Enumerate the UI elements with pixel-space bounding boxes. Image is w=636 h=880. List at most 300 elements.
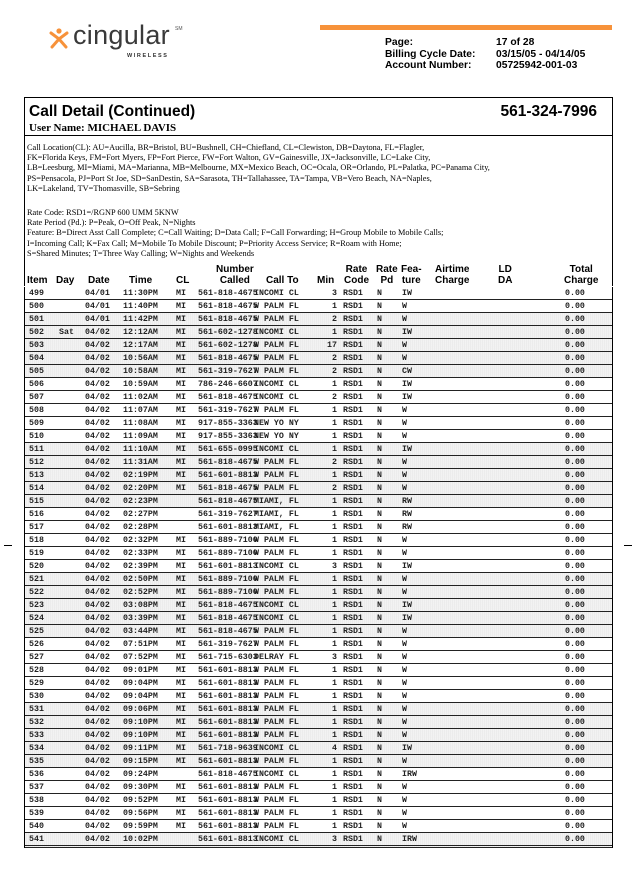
rate-code-cell: RSD1 [343, 744, 363, 753]
feature-cell: IRW [402, 770, 417, 779]
call-to-cell: W PALM FL [254, 627, 299, 636]
time-cell: 10:58AM [123, 367, 158, 376]
account-number-label: Account Number: [385, 60, 472, 71]
date-cell: 04/02 [85, 328, 110, 337]
call-location-cell: MI [176, 679, 186, 688]
item-cell: 535 [29, 757, 44, 766]
call-to-cell: INCOMI CL [254, 289, 299, 298]
call-location-cell: MI [176, 471, 186, 480]
col-airtime-charge [435, 264, 469, 286]
feature-cell: W [402, 692, 407, 701]
call-location-cell: MI [176, 731, 186, 740]
number-called-cell: 561-818-4675 [198, 315, 258, 324]
time-cell: 11:30PM [123, 289, 158, 298]
number-called-cell: 561-818-4675 [198, 497, 258, 506]
total-charge-cell: 0.00 [565, 393, 585, 402]
feature-cell: W [402, 627, 407, 636]
call-location-cell: MI [176, 653, 186, 662]
minutes-cell: 2 [332, 354, 337, 363]
phone-number: 561-324-7996 [500, 103, 597, 120]
call-to-cell: W PALM FL [254, 796, 299, 805]
table-row [25, 391, 612, 404]
item-cell: 523 [29, 601, 44, 610]
call-location-cell: MI [176, 614, 186, 623]
rate-code-cell: RSD1 [343, 341, 363, 350]
table-row [25, 781, 612, 794]
time-cell: 09:30PM [123, 783, 158, 792]
call-to-cell: W PALM FL [254, 783, 299, 792]
item-cell: 520 [29, 562, 44, 571]
rate-code-cell: RSD1 [343, 575, 363, 584]
item-cell: 517 [29, 523, 44, 532]
date-cell: 04/02 [85, 692, 110, 701]
rate-code-cell: RSD1 [343, 445, 363, 454]
call-to-cell: W PALM FL [254, 731, 299, 740]
feature-cell: W [402, 471, 407, 480]
time-cell: 02:52PM [123, 588, 158, 597]
total-charge-cell: 0.00 [565, 822, 585, 831]
time-cell: 03:08PM [123, 601, 158, 610]
time-cell: 02:32PM [123, 536, 158, 545]
feature-cell: W [402, 458, 407, 467]
call-location-cell: MI [176, 484, 186, 493]
table-row [25, 404, 612, 417]
call-location-cell: MI [176, 458, 186, 467]
call-location-cell: MI [176, 289, 186, 298]
date-cell: 04/02 [85, 458, 110, 467]
number-called-cell: 561-889-7100 [198, 549, 258, 558]
rate-code-cell: RSD1 [343, 432, 363, 441]
minutes-cell: 2 [332, 484, 337, 493]
total-charge-cell: 0.00 [565, 679, 585, 688]
item-cell: 514 [29, 484, 44, 493]
call-to-cell: W PALM FL [254, 549, 299, 558]
minutes-cell: 1 [332, 640, 337, 649]
feature-cell: W [402, 705, 407, 714]
col-item: Item [27, 275, 48, 286]
number-called-cell: 561-601-8813 [198, 666, 258, 675]
date-cell: 04/02 [85, 783, 110, 792]
table-row [25, 807, 612, 820]
rate-code-cell: RSD1 [343, 692, 363, 701]
number-called-cell: 561-319-7627 [198, 367, 258, 376]
feature-cell: CW [402, 367, 412, 376]
call-to-cell: W PALM FL [254, 458, 299, 467]
call-to-cell: DELRAY FL [254, 653, 299, 662]
table-row [25, 664, 612, 677]
page-number-row [385, 37, 585, 49]
feature-cell: W [402, 796, 407, 805]
number-called-cell: 561-601-8813 [198, 692, 258, 701]
item-cell: 533 [29, 731, 44, 740]
date-cell: 04/02 [85, 731, 110, 740]
rate-period-cell: N [377, 549, 382, 558]
rate-code-cell: RSD1 [343, 549, 363, 558]
rate-code-cell: RSD1 [343, 562, 363, 571]
table-row [25, 430, 612, 443]
account-number-value: 05725942-001-03 [496, 60, 578, 71]
time-cell: 11:07AM [123, 406, 158, 415]
table-row [25, 625, 612, 638]
feature-cell: RW [402, 523, 412, 532]
total-charge-cell: 0.00 [565, 289, 585, 298]
rate-code-cell: RSD1 [343, 380, 363, 389]
date-cell: 04/02 [85, 523, 110, 532]
col-number-called-line2: Called [219, 275, 250, 286]
feature-cell: W [402, 822, 407, 831]
minutes-cell: 1 [332, 419, 337, 428]
codes-legend [25, 208, 443, 259]
feature-cell: W [402, 341, 407, 350]
feature-cell: W [402, 575, 407, 584]
rate-period-cell: N [377, 835, 382, 844]
call-to-cell: W PALM FL [254, 718, 299, 727]
date-cell: 04/02 [85, 809, 110, 818]
time-cell: 11:02AM [123, 393, 158, 402]
call-location-cell: MI [176, 809, 186, 818]
item-cell: 538 [29, 796, 44, 805]
date-cell: 04/02 [85, 614, 110, 623]
total-charge-cell: 0.00 [565, 536, 585, 545]
number-called-cell: 561-601-8813 [198, 809, 258, 818]
minutes-cell: 1 [332, 809, 337, 818]
call-location-cell: MI [176, 328, 186, 337]
total-charge-cell: 0.00 [565, 601, 585, 610]
rate-period-cell: N [377, 289, 382, 298]
total-charge-cell: 0.00 [565, 419, 585, 428]
time-cell: 02:23PM [123, 497, 158, 506]
number-called-cell: 917-855-3363 [198, 419, 258, 428]
call-to-cell: W PALM FL [254, 406, 299, 415]
item-cell: 515 [29, 497, 44, 506]
call-to-cell: W PALM FL [254, 471, 299, 480]
table-row [25, 638, 612, 651]
total-charge-cell: 0.00 [565, 302, 585, 311]
col-feature-line2: ture [401, 275, 421, 286]
total-charge-cell: 0.00 [565, 549, 585, 558]
item-cell: 513 [29, 471, 44, 480]
call-to-cell: W PALM FL [254, 640, 299, 649]
fold-mark-right [624, 545, 632, 546]
total-charge-cell: 0.00 [565, 783, 585, 792]
col-date: Date [88, 275, 110, 286]
total-charge-cell: 0.00 [565, 497, 585, 506]
number-called-cell: 561-889-7100 [198, 588, 258, 597]
table-row [25, 352, 612, 365]
minutes-cell: 1 [332, 627, 337, 636]
col-time: Time [129, 275, 153, 286]
legend-line: Rate Code: RSD1=/RGNP 600 UMM 5KNW [27, 208, 179, 217]
date-cell: 04/01 [85, 289, 110, 298]
minutes-cell: 1 [332, 510, 337, 519]
date-cell: 04/01 [85, 302, 110, 311]
item-cell: 541 [29, 835, 44, 844]
rate-period-cell: N [377, 627, 382, 636]
feature-cell: W [402, 731, 407, 740]
total-charge-cell: 0.00 [565, 666, 585, 675]
page-title: Call Detail (Continued) [29, 103, 196, 120]
feature-cell: IW [402, 289, 412, 298]
minutes-cell: 1 [332, 588, 337, 597]
rate-period-cell: N [377, 705, 382, 714]
call-location-cell: MI [176, 354, 186, 363]
feature-cell: W [402, 757, 407, 766]
number-called-cell: 561-889-7100 [198, 575, 258, 584]
billing-cycle-row [385, 49, 585, 61]
time-cell: 09:04PM [123, 679, 158, 688]
rate-period-cell: N [377, 614, 382, 623]
table-row [25, 794, 612, 807]
date-cell: 04/02 [85, 796, 110, 805]
minutes-cell: 1 [332, 692, 337, 701]
billing-cycle-label: Billing Cycle Date: [385, 48, 476, 60]
rate-period-cell: N [377, 315, 382, 324]
number-called-cell: 561-818-4675 [198, 289, 258, 298]
minutes-cell: 1 [332, 796, 337, 805]
minutes-cell: 3 [332, 835, 337, 844]
total-charge-cell: 0.00 [565, 653, 585, 662]
item-cell: 531 [29, 705, 44, 714]
call-location-cell: MI [176, 393, 186, 402]
rate-period-cell: N [377, 536, 382, 545]
total-charge-cell: 0.00 [565, 484, 585, 493]
table-row [25, 729, 612, 742]
rate-period-cell: N [377, 510, 382, 519]
date-cell: 04/01 [85, 315, 110, 324]
col-ld-line1: LD [498, 264, 512, 275]
date-cell: 04/02 [85, 510, 110, 519]
total-charge-cell: 0.00 [565, 692, 585, 701]
date-cell: 04/02 [85, 536, 110, 545]
number-called-cell: 561-602-1278 [198, 328, 258, 337]
call-location-cell: MI [176, 640, 186, 649]
item-cell: 519 [29, 549, 44, 558]
item-cell: 508 [29, 406, 44, 415]
rate-code-cell: RSD1 [343, 640, 363, 649]
col-number-called [216, 264, 254, 286]
minutes-cell: 1 [332, 406, 337, 415]
item-cell: 534 [29, 744, 44, 753]
item-cell: 507 [29, 393, 44, 402]
feature-cell: IW [402, 380, 412, 389]
call-to-cell: INCOMI CL [254, 601, 299, 610]
table-row [25, 651, 612, 664]
rate-code-cell: RSD1 [343, 302, 363, 311]
date-cell: 04/02 [85, 757, 110, 766]
page-label: Page: [385, 37, 414, 48]
number-called-cell: 561-601-8813 [198, 679, 258, 688]
col-min: Min [317, 275, 335, 286]
minutes-cell: 1 [332, 666, 337, 675]
rate-period-cell: N [377, 822, 382, 831]
feature-cell: W [402, 783, 407, 792]
call-to-cell: INCOMI CL [254, 393, 299, 402]
call-location-cell: MI [176, 796, 186, 805]
col-rate-pd-line1: Rate [376, 264, 398, 275]
brand-tagline: WIRELESS [127, 53, 169, 59]
rate-code-cell: RSD1 [343, 367, 363, 376]
call-location-cell: MI [176, 601, 186, 610]
date-cell: 04/02 [85, 484, 110, 493]
time-cell: 09:59PM [123, 822, 158, 831]
time-cell: 03:44PM [123, 627, 158, 636]
billing-cycle-value: 03/15/05 - 04/14/05 [496, 48, 586, 60]
number-called-cell: 561-319-7627 [198, 510, 258, 519]
number-called-cell: 561-715-6303 [198, 653, 258, 662]
rate-period-cell: N [377, 367, 382, 376]
number-called-cell: 561-601-8813 [198, 822, 258, 831]
feature-cell: W [402, 653, 407, 662]
col-number-called-line1: Number [216, 264, 254, 275]
table-row [25, 534, 612, 547]
rate-code-cell: RSD1 [343, 614, 363, 623]
rate-period-cell: N [377, 328, 382, 337]
call-location-cell: MI [176, 445, 186, 454]
table-row [25, 768, 612, 781]
date-cell: 04/02 [85, 406, 110, 415]
feature-cell: IW [402, 601, 412, 610]
total-charge-cell: 0.00 [565, 432, 585, 441]
table-row [25, 677, 612, 690]
total-charge-cell: 0.00 [565, 796, 585, 805]
date-cell: 04/02 [85, 835, 110, 844]
minutes-cell: 1 [332, 705, 337, 714]
date-cell: 04/02 [85, 419, 110, 428]
total-charge-cell: 0.00 [565, 315, 585, 324]
item-cell: 527 [29, 653, 44, 662]
table-row [25, 287, 612, 300]
table-row [25, 456, 612, 469]
number-called-cell: 561-818-4675 [198, 458, 258, 467]
item-cell: 521 [29, 575, 44, 584]
call-location-legend [25, 143, 490, 194]
col-total-line2: Charge [564, 275, 599, 286]
date-cell: 04/02 [85, 575, 110, 584]
col-cl: CL [176, 275, 190, 286]
call-location-cell: MI [176, 536, 186, 545]
col-day: Day [56, 275, 75, 286]
rate-period-cell: N [377, 809, 382, 818]
legend-line: Call Location(CL): AU=Aucilla, BR=Bristol, BU=Bushnell, CH=Chiefland, CL=Clewiston, DB=Daytona, FL=Flagler, [27, 143, 425, 152]
item-cell: 526 [29, 640, 44, 649]
total-charge-cell: 0.00 [565, 354, 585, 363]
time-cell: 09:24PM [123, 770, 158, 779]
col-total-charge [564, 264, 598, 286]
number-called-cell: 561-319-7627 [198, 406, 258, 415]
col-ld-da [498, 264, 512, 286]
minutes-cell: 1 [332, 731, 337, 740]
rate-period-cell: N [377, 575, 382, 584]
rate-code-cell: RSD1 [343, 484, 363, 493]
feature-cell: IW [402, 445, 412, 454]
total-charge-cell: 0.00 [565, 510, 585, 519]
item-cell: 539 [29, 809, 44, 818]
time-cell: 11:31AM [123, 458, 158, 467]
rate-code-cell: RSD1 [343, 536, 363, 545]
time-cell: 09:01PM [123, 666, 158, 675]
rate-code-cell: RSD1 [343, 588, 363, 597]
item-cell: 532 [29, 718, 44, 727]
rate-code-cell: RSD1 [343, 354, 363, 363]
number-called-cell: 561-818-4675 [198, 601, 258, 610]
rate-period-cell: N [377, 445, 382, 454]
table-row [25, 742, 612, 755]
feature-cell: W [402, 549, 407, 558]
col-rate-code [344, 264, 369, 286]
rate-code-cell: RSD1 [343, 809, 363, 818]
rate-code-cell: RSD1 [343, 419, 363, 428]
table-row [25, 521, 612, 534]
item-cell: 510 [29, 432, 44, 441]
col-airtime-line1: Airtime [435, 264, 470, 275]
rate-code-cell: RSD1 [343, 627, 363, 636]
rate-period-cell: N [377, 666, 382, 675]
item-cell: 516 [29, 510, 44, 519]
col-total-line1: Total [569, 264, 593, 275]
call-location-cell: MI [176, 588, 186, 597]
time-cell: 03:39PM [123, 614, 158, 623]
number-called-cell: 561-601-8813 [198, 796, 258, 805]
account-number-row [385, 60, 585, 72]
item-cell: 530 [29, 692, 44, 701]
rate-code-cell: RSD1 [343, 523, 363, 532]
rate-period-cell: N [377, 796, 382, 805]
call-location-cell: MI [176, 692, 186, 701]
call-to-cell: INCOMI CL [254, 328, 299, 337]
table-row [25, 378, 612, 391]
day-cell: Sat [59, 328, 74, 337]
minutes-cell: 3 [332, 653, 337, 662]
date-cell: 04/02 [85, 497, 110, 506]
total-charge-cell: 0.00 [565, 718, 585, 727]
number-called-cell: 561-818-4675 [198, 627, 258, 636]
minutes-cell: 1 [332, 432, 337, 441]
feature-cell: W [402, 406, 407, 415]
call-location-cell: MI [176, 380, 186, 389]
total-charge-cell: 0.00 [565, 588, 585, 597]
total-charge-cell: 0.00 [565, 380, 585, 389]
number-called-cell: 786-246-6607 [198, 380, 258, 389]
number-called-cell: 561-601-8813 [198, 783, 258, 792]
rate-period-cell: N [377, 497, 382, 506]
total-charge-cell: 0.00 [565, 614, 585, 623]
call-to-cell: NEW YO NY [254, 419, 299, 428]
minutes-cell: 1 [332, 614, 337, 623]
minutes-cell: 1 [332, 601, 337, 610]
rate-period-cell: N [377, 744, 382, 753]
number-called-cell: 561-818-4675 [198, 302, 258, 311]
number-called-cell: 561-601-8813 [198, 523, 258, 532]
time-cell: 02:50PM [123, 575, 158, 584]
rate-period-cell: N [377, 432, 382, 441]
feature-cell: W [402, 354, 407, 363]
feature-cell: W [402, 419, 407, 428]
call-location-cell: MI [176, 575, 186, 584]
time-cell: 09:15PM [123, 757, 158, 766]
table-row [25, 482, 612, 495]
time-cell: 09:11PM [123, 744, 158, 753]
time-cell: 12:12AM [123, 328, 158, 337]
table-row [25, 417, 612, 430]
item-cell: 500 [29, 302, 44, 311]
date-cell: 04/02 [85, 666, 110, 675]
item-cell: 536 [29, 770, 44, 779]
item-cell: 502 [29, 328, 44, 337]
time-cell: 02:39PM [123, 562, 158, 571]
call-location-cell: MI [176, 705, 186, 714]
item-cell: 505 [29, 367, 44, 376]
total-charge-cell: 0.00 [565, 757, 585, 766]
